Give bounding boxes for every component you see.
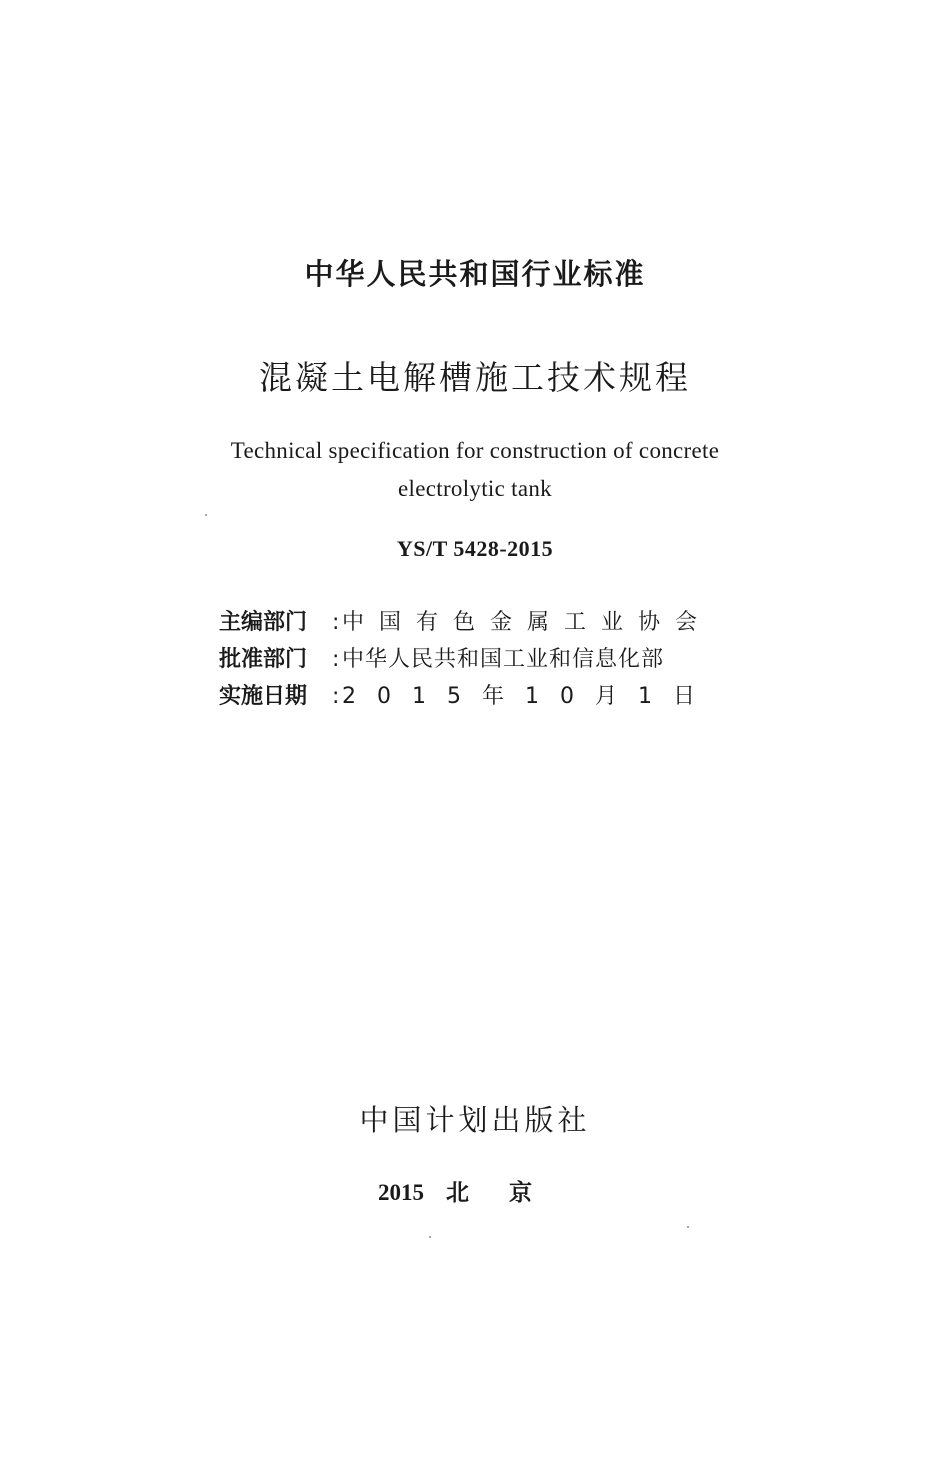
publication-year: 2015 [378,1180,424,1205]
approver-row [219,641,716,678]
date-value: 2015年10月1日 [342,684,716,709]
approver-value: 中华人民共和国工业和信息化部 [342,647,665,672]
date-label: 实施日期 [219,684,308,709]
title-chinese: 混凝土电解槽施工技术规程 [259,358,691,397]
standard-category: 中华人民共和国行业标准 [304,257,646,291]
title-english-line-1: Technical specification for construction of concrete [230,438,720,463]
editor-label: 主编部门 [219,610,308,635]
publisher: 中国计划出版社 [359,1103,591,1137]
publication-city: 北京 [446,1180,572,1206]
standard-info-block [219,604,716,715]
date-row [219,678,716,715]
approver-label: 批准部门 [219,647,308,672]
title-english [0,432,950,508]
editor-row [219,604,716,641]
title-english-line-2: electrolytic tank [398,476,552,501]
scan-speck [429,1236,431,1238]
colon: : [332,684,340,709]
scan-speck [205,514,207,516]
publication-line [0,1174,950,1207]
editor-value: 中国有色金属工业协会 [342,610,713,635]
standard-code: YS/T 5428-2015 [396,536,554,561]
colon: : [332,647,340,672]
scan-speck [687,1226,689,1228]
colon: : [332,610,340,635]
